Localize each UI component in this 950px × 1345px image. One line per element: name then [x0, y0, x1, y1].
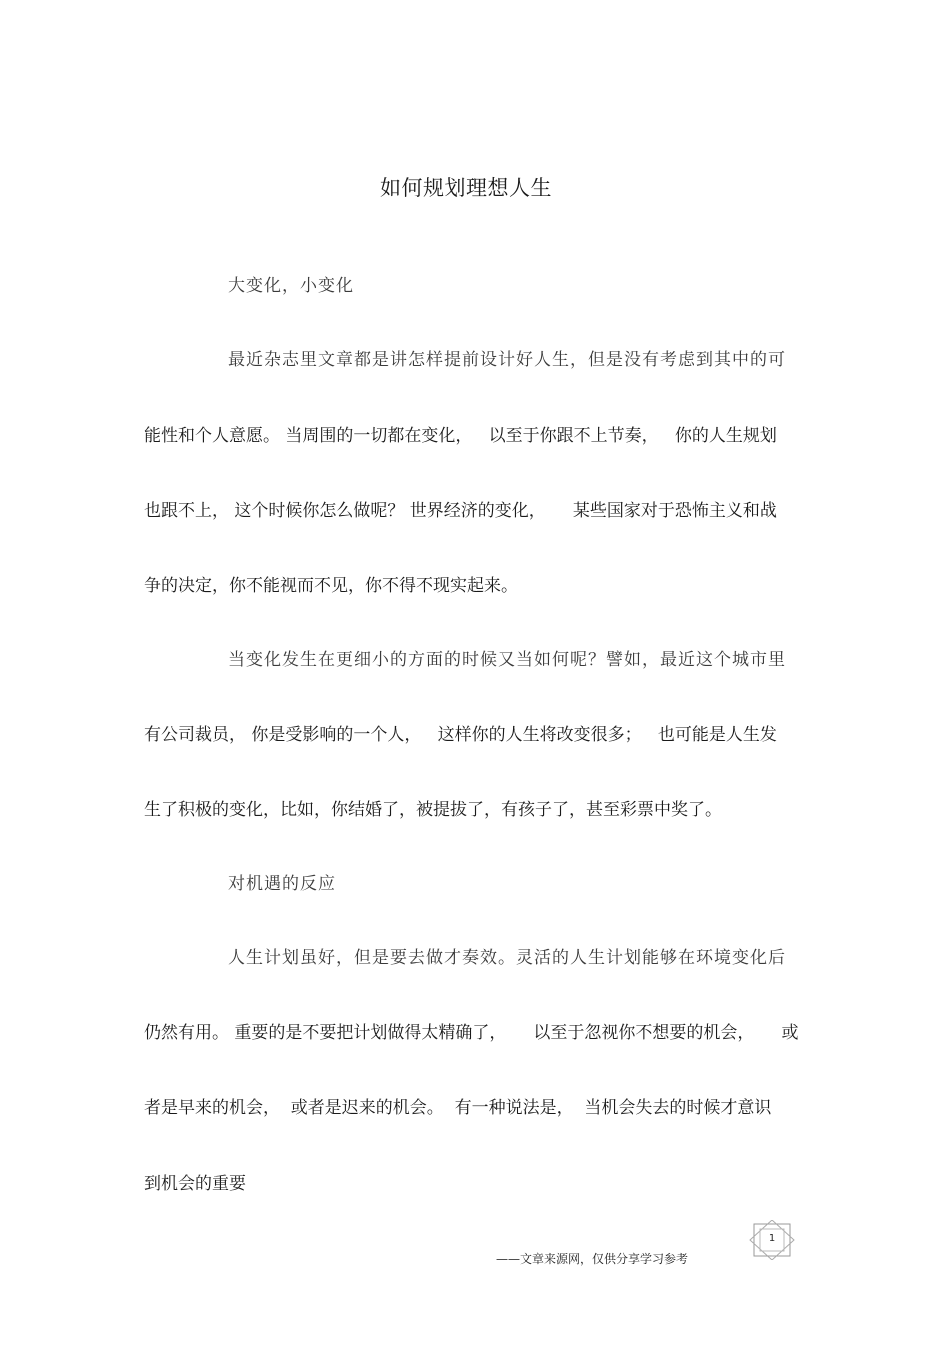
- paragraph-line: 能性和个人意愿。 当周围的一切都在变化， 以至于你跟不上节奏， 你的人生规划: [144, 426, 777, 446]
- paragraph-line: 者是早来的机会， 或者是迟来的机会。 有一种说法是， 当机会失去的时候才意识: [144, 1098, 772, 1118]
- paragraph-line: 当变化发生在更细小的方面的时候又当如何呢？譬如，最近这个城市里: [228, 650, 786, 670]
- paragraph-line: 到机会的重要: [144, 1174, 246, 1194]
- paragraph-line: 有公司裁员， 你是受影响的一个人， 这样你的人生将改变很多； 也可能是人生发: [144, 725, 777, 745]
- paragraph-line: 仍然有用。 重要的是不要把计划做得太精确了， 以至于忽视你不想要的机会， 或: [144, 1023, 799, 1043]
- document-title: 如何规划理想人生: [380, 176, 552, 200]
- footer-note: ——文章来源网，仅供分享学习参考: [496, 1252, 689, 1266]
- paragraph-line: 最近杂志里文章都是讲怎样提前设计好人生，但是没有考虑到其中的可: [228, 350, 786, 370]
- paragraph-line: 生了积极的变化，比如，你结婚了，被提拔了，有孩子了，甚至彩票中奖了。: [144, 800, 722, 820]
- page-number-badge: [748, 1220, 796, 1260]
- section-heading: 大变化，小变化: [228, 276, 354, 296]
- page-number: 1: [768, 1233, 776, 1244]
- section-heading: 对机遇的反应: [228, 874, 336, 894]
- paragraph-line: 也跟不上， 这个时候你怎么做呢？ 世界经济的变化， 某些国家对于恐怖主义和战: [144, 501, 777, 521]
- paragraph-line: 人生计划虽好，但是要去做才奏效。灵活的人生计划能够在环境变化后: [228, 948, 786, 968]
- paragraph-line: 争的决定，你不能视而不见，你不得不现实起来。: [144, 576, 518, 596]
